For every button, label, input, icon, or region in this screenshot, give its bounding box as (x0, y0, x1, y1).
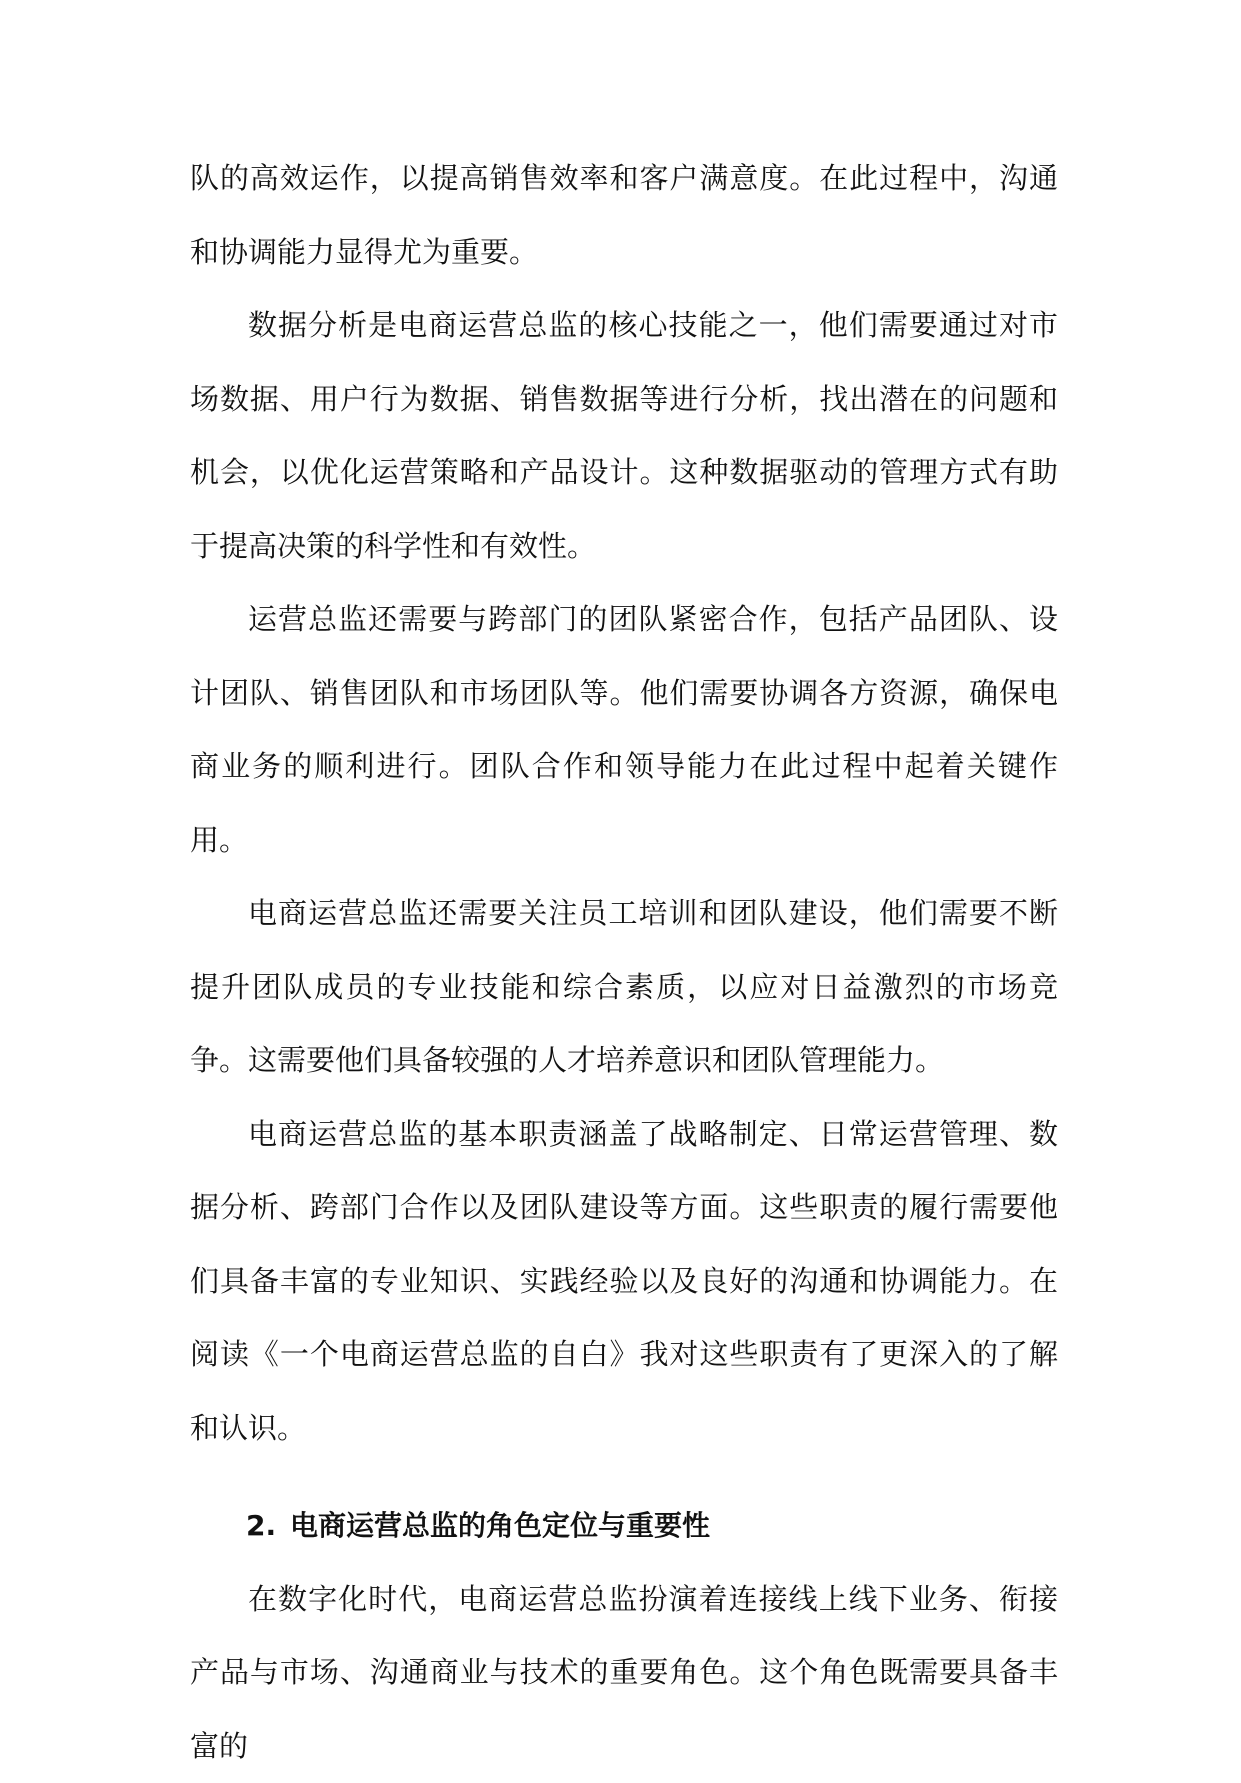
section-number: 2. (246, 1489, 290, 1563)
paragraph: 运营总监还需要与跨部门的团队紧密合作，包括产品团队、设计团队、销售团队和市场团队等。他们需要协调各方资源，确保电商业务的顺利进行。团队合作和领导能力在此过程中起着关键作用。 (190, 583, 1058, 877)
paragraph: 队的高效运作，以提高销售效率和客户满意度。在此过程中，沟通和协调能力显得尤为重要。 (190, 142, 1058, 289)
section-heading (190, 1489, 1058, 1563)
paragraph: 电商运营总监的基本职责涵盖了战略制定、日常运营管理、数据分析、跨部门合作以及团队建设等方面。这些职责的履行需要他们具备丰富的专业知识、实践经验以及良好的沟通和协调能力。在阅读《一个电商运营总监的自白》我对这些职责有了更深入的了解和认识。 (190, 1098, 1058, 1466)
document-body (190, 142, 1058, 1783)
paragraph: 在数字化时代，电商运营总监扮演着连接线上线下业务、衔接产品与市场、沟通商业与技术的重要角色。这个角色既需要具备丰富的 (190, 1563, 1058, 1783)
paragraph: 电商运营总监还需要关注员工培训和团队建设，他们需要不断提升团队成员的专业技能和综合素质，以应对日益激烈的市场竞争。这需要他们具备较强的人才培养意识和团队管理能力。 (190, 877, 1058, 1098)
section-title: 电商运营总监的角色定位与重要性 (290, 1509, 710, 1542)
paragraph: 数据分析是电商运营总监的核心技能之一，他们需要通过对市场数据、用户行为数据、销售数据等进行分析，找出潜在的问题和机会，以优化运营策略和产品设计。这种数据驱动的管理方式有助于提高决策的科学性和有效性。 (190, 289, 1058, 583)
